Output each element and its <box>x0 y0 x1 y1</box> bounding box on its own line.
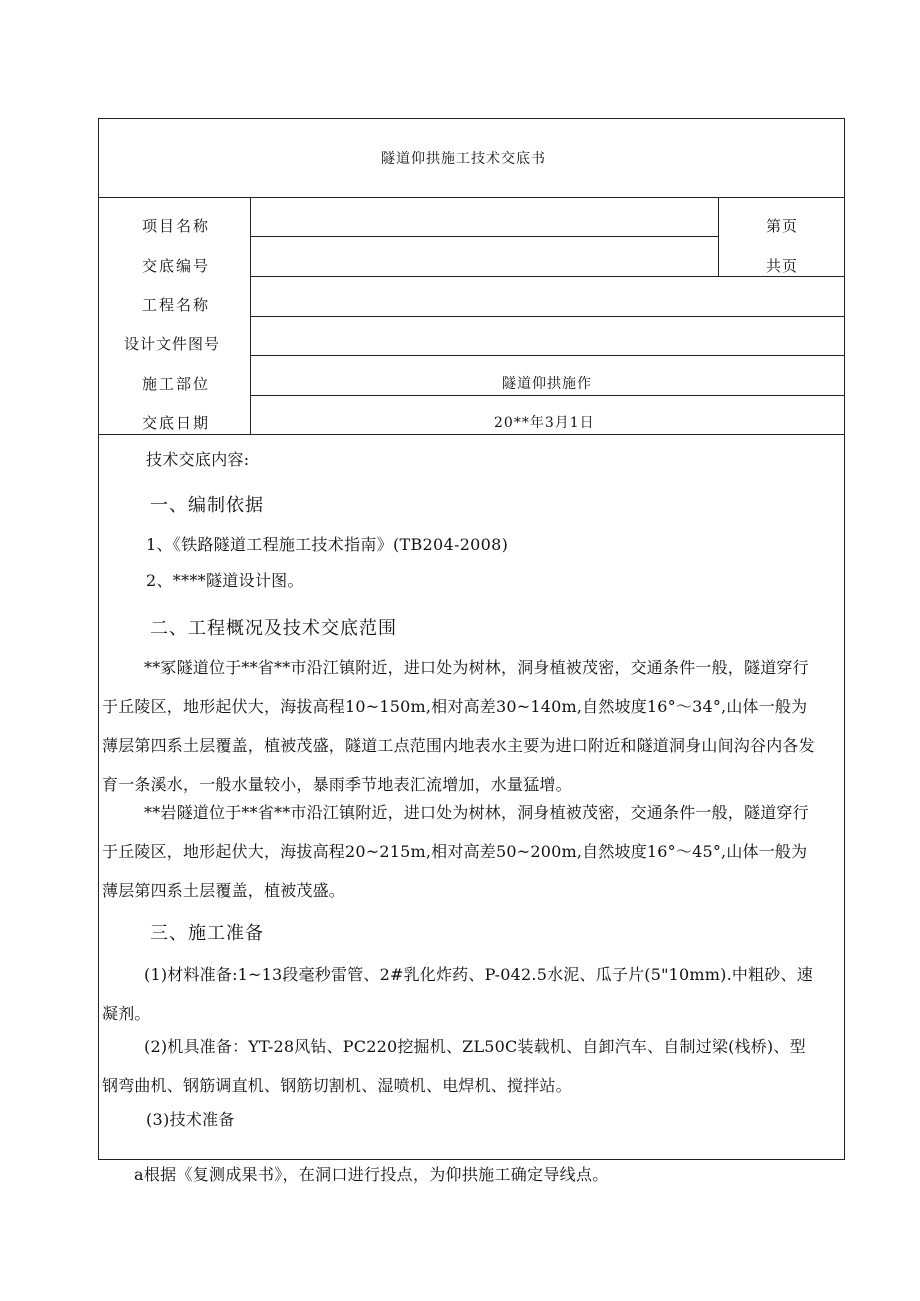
section1-item-2: 2、****隧道设计图。 <box>146 571 304 590</box>
rule-below-design-doc <box>250 355 845 356</box>
page-number-label: 第页 <box>766 217 799 235</box>
material-line-1: (1)材料准备:1~13段毫秒雷管、2#乳化炸药、P-042.5水泥、瓜子片(5"10mm).中粗砂、速 <box>144 965 813 984</box>
disclosure-no-label: 交底编号 <box>142 257 211 275</box>
section2-paragraph-2 <box>102 793 844 910</box>
section1-heading: 一、编制依据 <box>150 495 264 516</box>
para1-line-4: 育一条溪水，一般水量较小，暴雨季节地表汇流增加，水量猛增。 <box>102 775 572 794</box>
rule-label-column <box>250 197 251 434</box>
equipment-line-1: (2)机具准备：YT-28风钻、PC220挖掘机、ZL50C装载机、自卸汽车、自制过梁(栈桥)、型 <box>144 1037 806 1056</box>
rule-below-site <box>250 395 845 396</box>
date-value: 20**年3月1日 <box>494 415 595 431</box>
site-value: 隧道仰拱施作 <box>502 376 592 392</box>
total-pages-label: 共页 <box>766 257 799 275</box>
rule-page-column <box>718 197 719 276</box>
material-line-2: 凝剂。 <box>102 1004 151 1023</box>
rule-below-title <box>98 197 845 198</box>
date-label: 交底日期 <box>142 414 211 432</box>
section1-item-1: 1、《铁路隧道工程施工技术指南》(TB204-2008) <box>146 535 509 554</box>
design-doc-label: 设计文件图号 <box>124 335 221 353</box>
work-name-label: 工程名称 <box>142 296 211 314</box>
para1-line-3: 薄层第四系土层覆盖，植被茂盛，隧道工点范围内地表水主要为进口附近和隧道洞身山间沟谷内各发 <box>102 736 815 755</box>
site-label: 施工部位 <box>142 375 211 393</box>
content-label: 技术交底内容: <box>146 450 250 469</box>
project-name-label: 项目名称 <box>142 217 211 235</box>
para2-line-2: 于丘陵区，地形起伏大，海拔高程20~215m,相对高差50~200m,自然坡度16°～45°,山体一般为 <box>102 842 808 861</box>
section3-heading: 三、施工准备 <box>150 923 264 944</box>
material-preparation <box>102 955 844 1033</box>
technical-preparation: (3)技术准备 <box>146 1110 235 1129</box>
rule-below-date <box>98 434 845 435</box>
document-title: 隧道仰拱施工技术交底书 <box>381 151 546 167</box>
para2-line-3: 薄层第四系土层覆盖，植被茂盛。 <box>102 881 346 900</box>
section2-heading: 二、工程概况及技术交底范围 <box>150 618 397 639</box>
rule-below-project-name <box>250 236 718 237</box>
rule-below-disclosure-no <box>250 276 845 277</box>
rule-below-work-name <box>250 316 845 317</box>
section2-paragraph-1 <box>102 648 844 804</box>
para2-line-1: **岩隧道位于**省**市沿江镇附近，进口处为树林，洞身植被茂密，交通条件一般，隧道穿行 <box>144 803 809 822</box>
footer-line: a根据《复测成果书》，在洞口进行投点，为仰拱施工确定导线点。 <box>134 1165 609 1184</box>
para1-line-1: **冢隧道位于**省**市沿江镇附近，进口处为树林，洞身植被茂密，交通条件一般，隧道穿行 <box>144 658 809 677</box>
equipment-line-2: 钢弯曲机、钢筋调直机、钢筋切割机、湿喷机、电焊机、搅拌站。 <box>102 1076 572 1095</box>
para1-line-2: 于丘陵区，地形起伏大，海拔高程10~150m,相对高差30~140m,自然坡度16°～34°,山体一般为 <box>102 697 808 716</box>
equipment-preparation <box>102 1027 844 1105</box>
